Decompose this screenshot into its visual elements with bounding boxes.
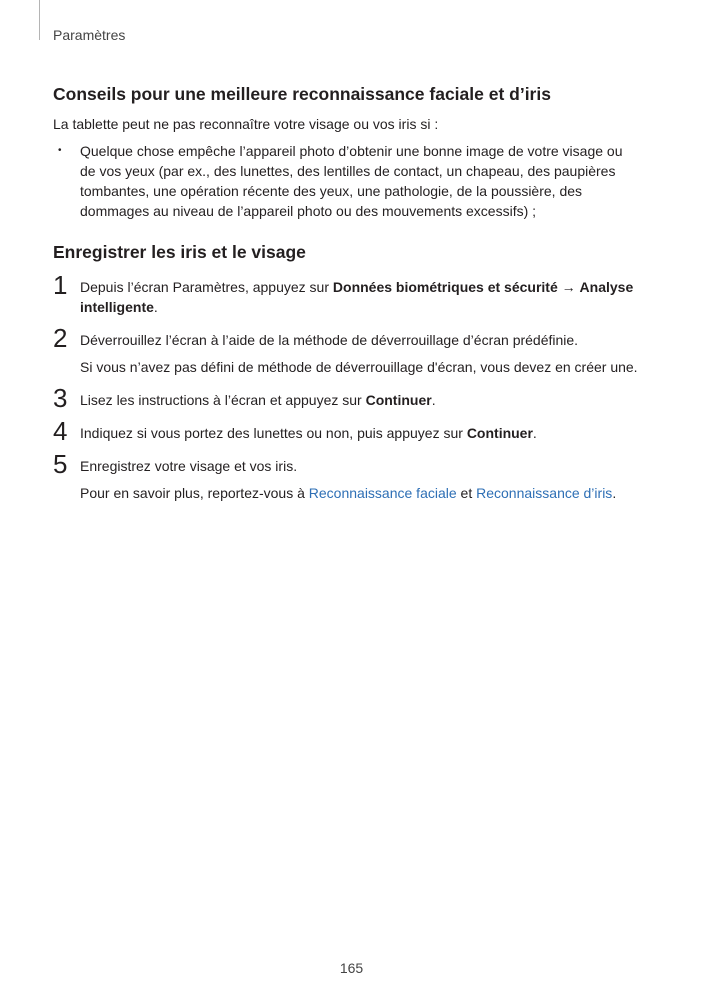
- tips-intro: La tablette peut ne pas reconnaître votre visage ou vos iris si :: [53, 116, 439, 132]
- step-text: Enregistrez votre visage et vos iris.: [80, 458, 298, 474]
- step-text: Lisez les instructions à l’écran et appuyez sur Continuer.: [80, 392, 436, 408]
- step-note: Si vous n’avez pas défini de méthode de déverrouillage d'écran, vous devez en créer une.: [80, 359, 638, 375]
- step-2: [53, 323, 638, 377]
- section-title-tips: Conseils pour une meilleure reconnaissance faciale et d’iris: [53, 84, 551, 104]
- step-number: 2: [53, 323, 68, 353]
- step-number: 3: [53, 383, 68, 413]
- step-number: 4: [53, 416, 68, 446]
- bullet-text: Quelque chose empêche l’appareil photo d’obtenir une bonne image de votre visage ou de vos yeux (par ex., des lunettes, des lentilles de contact, un chapeau, des paupières tombantes, une opération récente des yeux, une pathologie, de la poussière, des dommages au niveau de l’appareil photo ou des mouvements excessifs) ;: [80, 143, 623, 219]
- step-text: Depuis l’écran Paramètres, appuyez sur Données biométriques et sécurité → Analyse intelligente.: [80, 279, 634, 315]
- continue-label: Continuer: [466, 425, 533, 441]
- list-item: [53, 141, 638, 221]
- step-text: Déverrouillez l’écran à l’aide de la méthode de déverrouillage d’écran prédéfinie.: [80, 332, 579, 348]
- header-rule: [39, 0, 40, 40]
- link-iris-recognition[interactable]: Reconnaissance d’iris: [476, 485, 613, 501]
- step-number: 5: [53, 449, 68, 479]
- continue-label: Continuer: [365, 392, 432, 408]
- bullet-icon: •: [58, 145, 62, 156]
- step-4: [53, 416, 638, 446]
- step-note: Pour en savoir plus, reportez-vous à Reconnaissance faciale et Reconnaissance d’iris.: [80, 485, 617, 501]
- menu-path-biometrics: Données biométriques et sécurité: [332, 279, 558, 295]
- arrow-icon: →: [557, 279, 580, 295]
- header-section-label: Paramètres: [53, 27, 126, 43]
- step-number: 1: [53, 270, 68, 300]
- page-content: [53, 82, 638, 516]
- step-1: [53, 270, 638, 317]
- step-text: Indiquez si vous portez des lunettes ou non, puis appuyez sur Continuer.: [80, 425, 537, 441]
- section-title-register: Enregistrer les iris et le visage: [53, 242, 306, 262]
- step-5: [53, 449, 638, 503]
- link-face-recognition[interactable]: Reconnaissance faciale: [308, 485, 457, 501]
- step-3: [53, 383, 638, 413]
- menu-path-smart-scan: Analyse intelligente: [80, 279, 634, 315]
- page-number: 165: [339, 960, 364, 976]
